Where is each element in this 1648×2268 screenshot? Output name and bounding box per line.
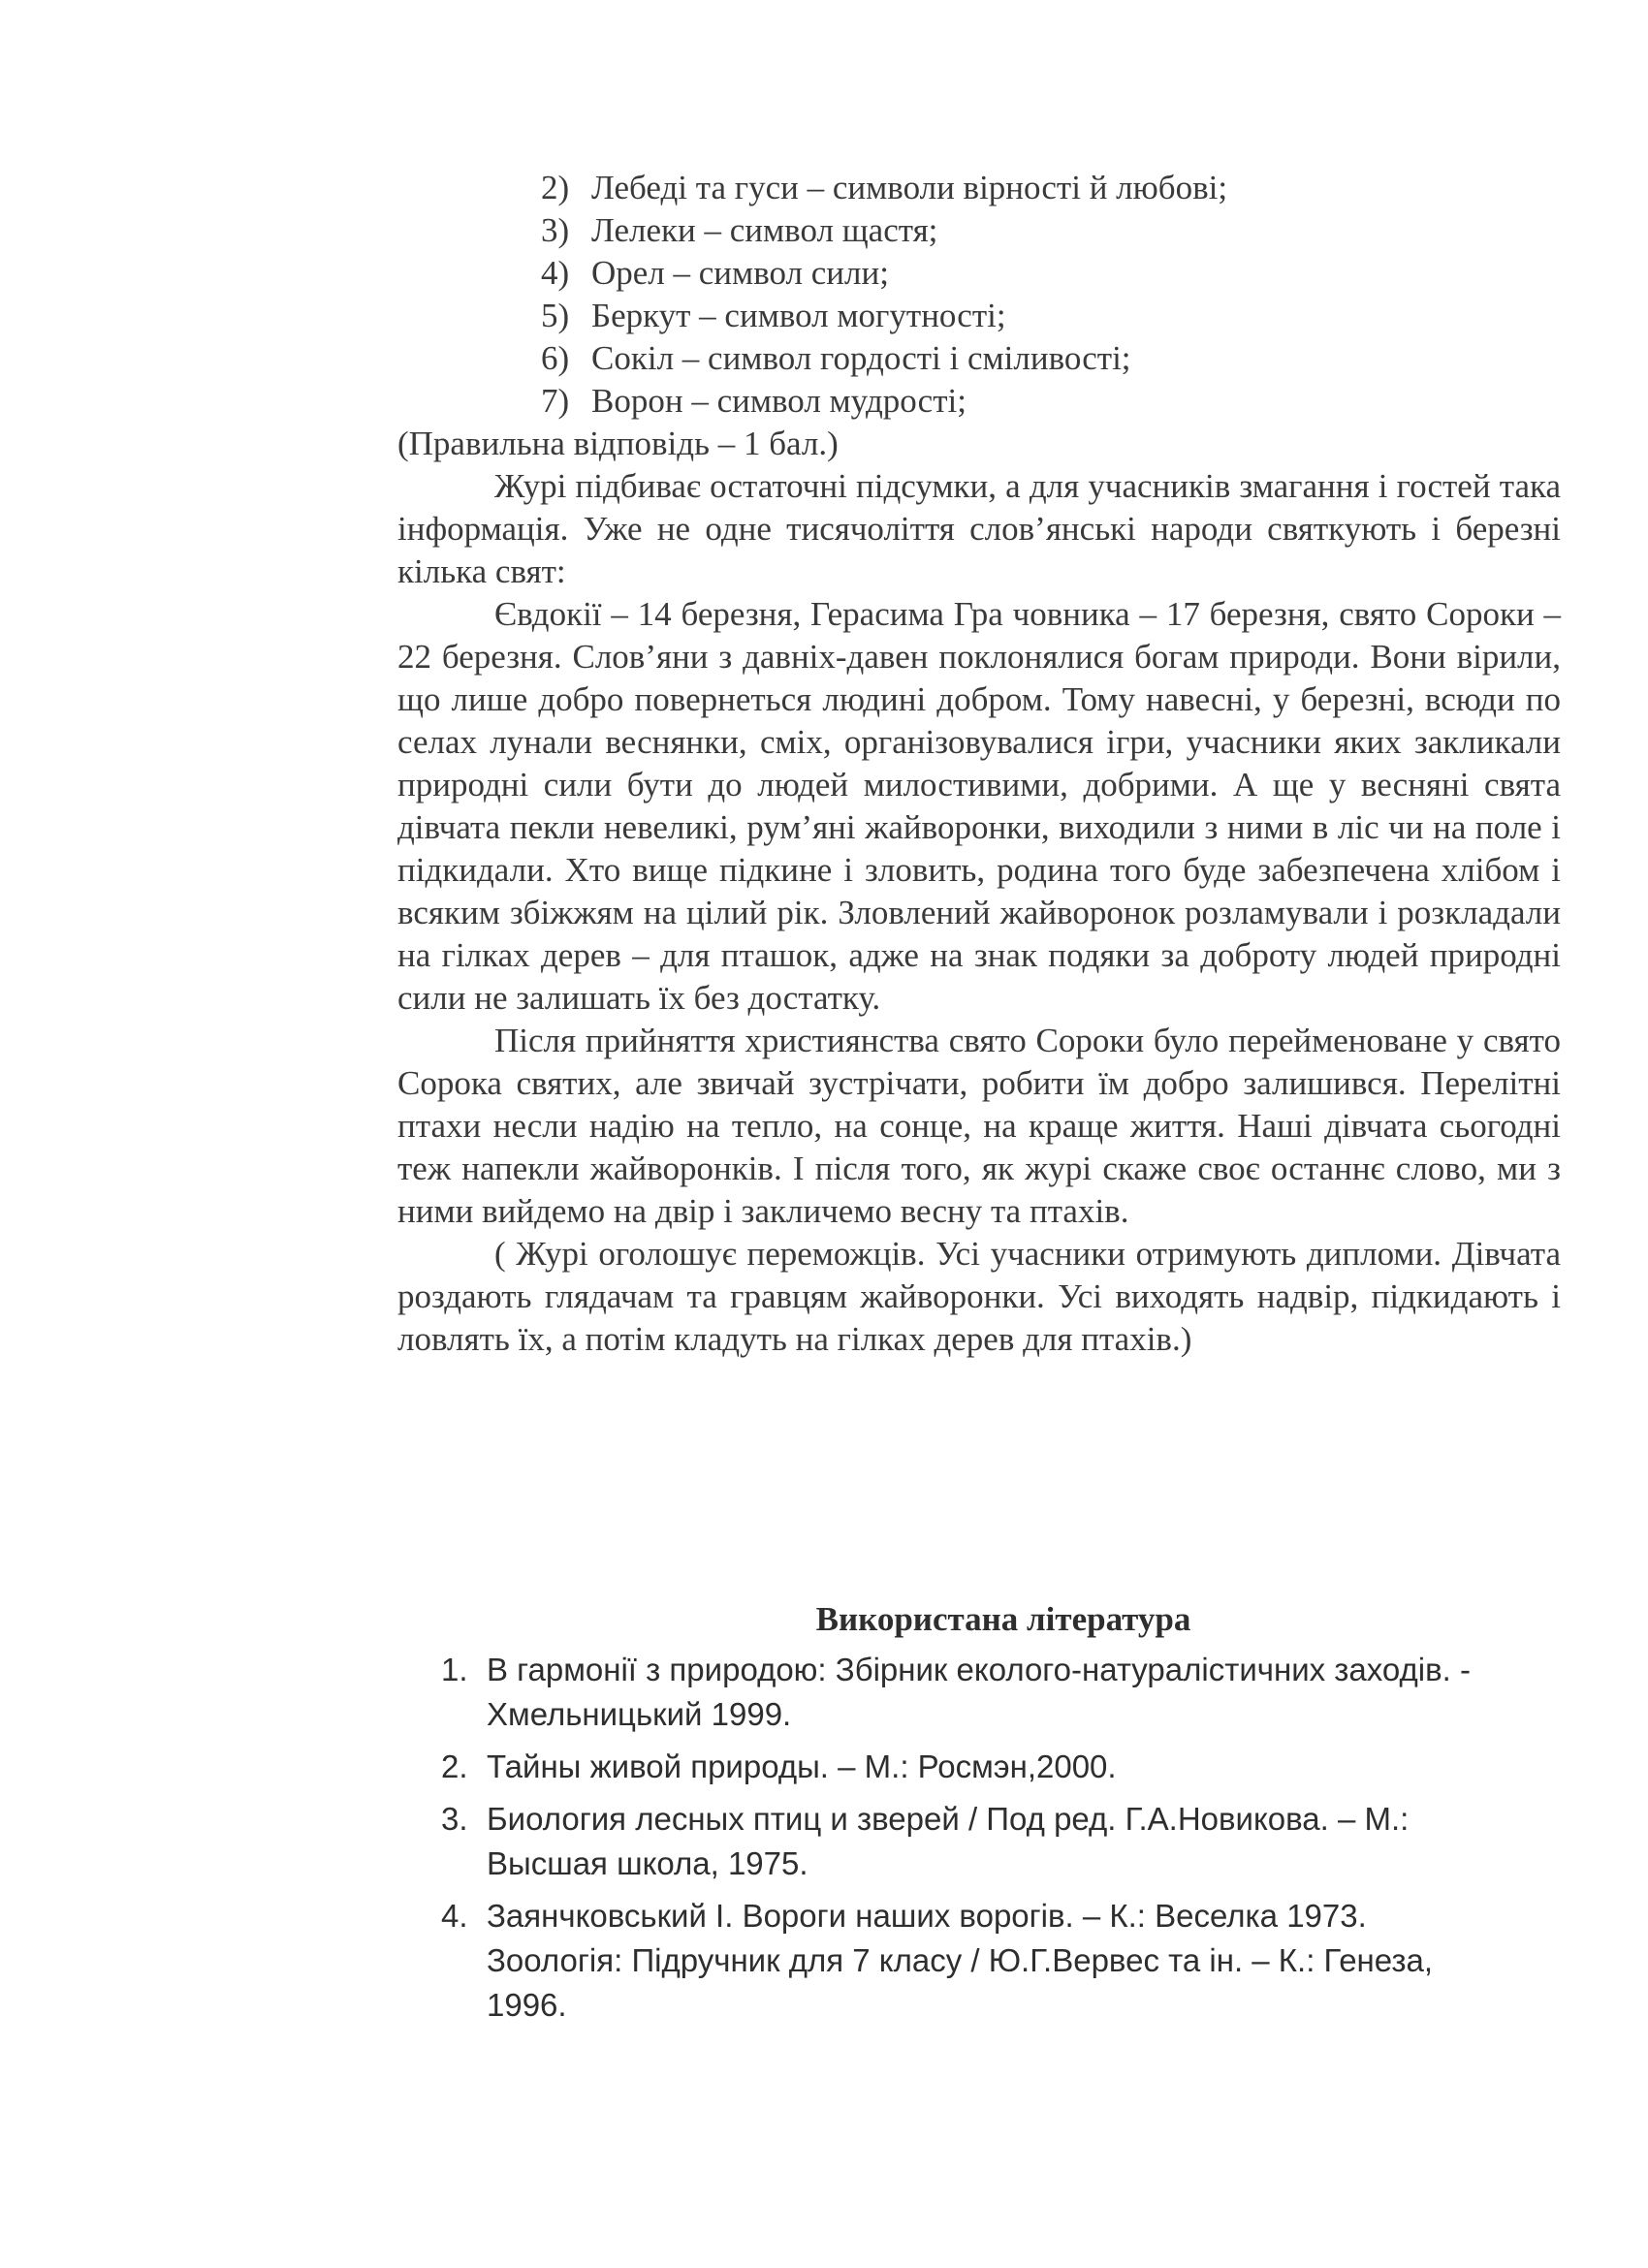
paragraph-stage-direction: ( Журі оголошує переможців. Усі учасники отримують дипломи. Дівчата роздають глядачам та гравцям жайворонки. Усі виходять надвір, підкидають і ловлять їх, а потім кладуть на гілках дерев для птахів.)	[397, 1235, 1561, 1358]
list-item	[397, 380, 1561, 423]
paragraph-jury-summary: Журі підбиває остаточні підсумки, а для учасників змагання і гостей така інформація. Уже не одне тисячоліття слов’янські народи святкують і березні кілька свят:	[397, 467, 1561, 590]
reference-line: Зоологія: Підручник для 7 класу / Ю.Г.Вервес та ін. – К.: Генеза,	[487, 1942, 1434, 1978]
reference-line: 1996.	[487, 1987, 567, 2023]
reference-number: 1.	[441, 1652, 468, 1687]
list-item-text: Лелеки – символ щастя;	[591, 211, 938, 249]
reference-line: Биология лесных птиц и зверей / Под ред. Г.А.Новикова. – М.:	[487, 1801, 1410, 1837]
paragraph-christianity: Після прийняття християнства свято Сороки було перейменоване у свято Сорока святих, але звичай зустрічати, робити їм добро залишився. Перелітні птахи несли надію на тепло, на сонце, на краще життя. Наші дівчата сьогодні теж напекли жайворонків. І після того, як журі скаже своє останнє слово, ми з ними вийдемо на двір і закличемо весну та птахів.	[397, 1022, 1561, 1230]
reference-line: Хмельницький 1999.	[487, 1696, 792, 1732]
reference-text	[487, 1648, 1488, 1737]
reference-number: 3.	[441, 1801, 468, 1837]
list-item-text: Орел – символ сили;	[591, 254, 889, 292]
list-item	[397, 209, 1561, 252]
main-text-block	[397, 167, 1561, 1361]
reference-line: Высшая школа, 1975.	[487, 1845, 808, 1881]
list-item	[397, 337, 1561, 380]
list-item-number: 5)	[541, 297, 570, 334]
reference-text	[487, 1797, 1488, 1886]
reference-line: Тайны живой природы. – М.: Росмэн,2000.	[487, 1748, 1117, 1784]
list-item-text: Ворон – символ мудрості;	[591, 382, 967, 420]
reference-text	[487, 1745, 1488, 1789]
reference-line: Заянчковський І. Вороги наших ворогів. – К.: Веселка 1973.	[487, 1898, 1367, 1934]
list-item-text: Лебеді та гуси – символи вірності й любові;	[591, 169, 1228, 206]
reference-number: 2.	[441, 1748, 468, 1784]
bird-symbols-list	[397, 167, 1561, 423]
references-section	[441, 1597, 1488, 2035]
reference-number: 4.	[441, 1898, 468, 1934]
list-item	[397, 167, 1561, 209]
list-item-number: 3)	[541, 211, 570, 249]
list-item-text: Сокіл – символ гордості і сміливості;	[591, 339, 1131, 377]
references-list	[441, 1648, 1488, 2028]
reference-item	[441, 1745, 1488, 1789]
list-item	[397, 295, 1561, 337]
reference-item	[441, 1648, 1488, 1737]
paragraph-spring-holidays: Євдокії – 14 березня, Герасима Гра човника – 17 березня, свято Сороки – 22 березня. Слов’яни з давніх-давен поклонялися богам природи. Вони вірили, що лише добро повернеться людині добром. Тому навесні, у березні, всюди по селах лунали веснянки, сміх, організовувалися ігри, учасники яких закликали природні сили бути до людей милостивими, добрими. А ще у весняні свята дівчата пекли невеликі, рум’яні жайворонки, виходили з ними в ліс чи на поле і підкидали. Хто вище підкине і зловить, родина того буде забезпечена хлібом і всяким збіжжям на цілий рік. Зловлений жайворонок розламували і розкладали на гілках дерев – для пташок, адже на знак подяки за доброту людей природні сили не залишать їх без достатку.	[397, 595, 1561, 1017]
scoring-note: (Правильна відповідь – 1 бал.)	[397, 425, 839, 462]
list-item-text: Беркут – символ могутності;	[591, 297, 1006, 334]
list-item	[397, 252, 1561, 295]
list-item-number: 4)	[541, 254, 570, 292]
reference-line: В гармонії з природою: Збірник еколого-натуралістичних заходів. -	[487, 1652, 1471, 1687]
reference-text	[487, 1894, 1488, 2028]
list-item-number: 2)	[541, 169, 570, 206]
list-item-number: 6)	[541, 339, 570, 377]
list-item-number: 7)	[541, 382, 570, 420]
reference-item	[441, 1894, 1488, 2028]
references-title: Використана література	[815, 1600, 1191, 1638]
reference-item	[441, 1797, 1488, 1886]
